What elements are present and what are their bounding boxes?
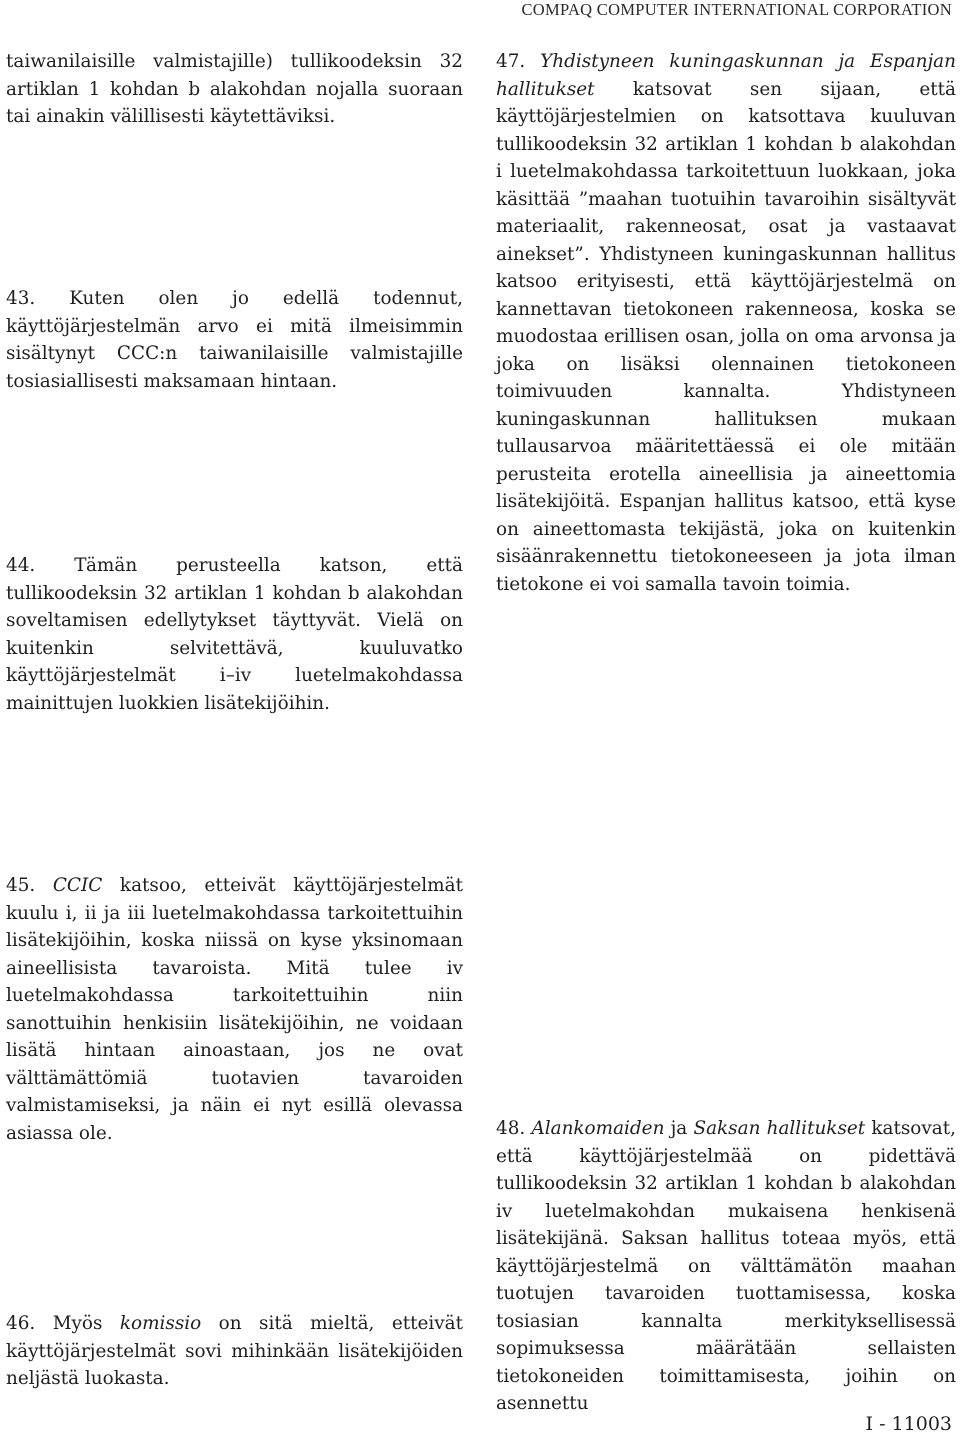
paragraph-45 [6,872,463,1147]
paragraph-text: Tämän perusteella katson, että tullikoodeksin 32 artiklan 1 kohdan b alakohdan soveltamisen edellytykset täyttyvät. Vielä on kuitenkin selvitettävä, kuuluvatko käyttöjärjestelmät i–iv luetelmakohdassa mainittujen luokkien lisätekijöihin. [6,555,463,714]
paragraph-number: 44. [6,555,36,576]
party-name: CCIC [52,875,103,896]
party-name-a: Alankomaiden [531,1118,665,1139]
paragraph-44 [6,552,463,717]
running-header: COMPAQ COMPUTER INTERNATIONAL CORPORATION [521,0,952,19]
paragraph-number: 43. [6,288,36,309]
paragraph-48 [496,1115,956,1418]
paragraph-number: 48. [496,1118,526,1139]
paragraph-47 [496,48,956,598]
party-name: Yhdistyneen kuningaskunnan ja Espanjan hallitukset [496,51,956,100]
paragraph-text: katsovat, että käyttöjärjestelmää on pidettävä tullikoodeksin 32 artiklan 1 kohdan b alakohdan iv luetelmakohdan mukaisena henkisenä lisätekijänä. Saksan hallitus toteaa myös, että käyttöjärjestelmä on välttämätön maahan tuotujen tavaroiden tuottamisessa, koska tosiasian kannalta merkityksellisessä sopimuksessa määrätään sellaisten tietokoneiden toimittamisesta, joihin on asennettu [496,1118,956,1414]
paragraph-number: 45. [6,875,36,896]
party-name: komissio [119,1313,202,1334]
paragraph-46 [6,1310,463,1393]
paragraph-text: katsovat sen sijaan, että käyttöjärjestelmien on katsottava kuuluvan tullikoodeksin 32 artiklan 1 kohdan b alakohdan i luetelmakohdassa tarkoitettuun luokkaan, joka käsittää ”maahan tuotuihin tavaroihin sisältyvät materiaalit, rakenneosat, osat ja vastaavat ainekset”. Yhdistyneen kuningaskunnan hallitus katsoo erityisesti, että käyttöjärjestelmä on kannettavan tietokoneen rakenneosa, koska se muodostaa erillisen osan, jolla on oma arvonsa ja joka on lisäksi olennainen tietokoneen toimivuuden kannalta. Yhdistyneen kuningaskunnan hallituksen mukaan tullausarvoa määritettäessä ei ole mitään perusteita erotella aineellisia ja aineettomia lisätekijöitä. Espanjan hallitus katsoo, että kyse on aineettomasta tekijästä, joka on kuitenkin sisäänrakennettu tietokoneeseen ja jota ilman tietokone ei voi samalla tavoin toimia. [496,78,956,595]
paragraph-number: 47. [496,51,526,72]
paragraph-text-before: Myös [52,1313,103,1334]
paragraph-text-after: on sitä mieltä, etteivät käyttöjärjestelmät sovi mihinkään lisätekijöiden neljästä luokasta. [6,1313,463,1389]
paragraph-text: Kuten olen jo edellä todennut, käyttöjärjestelmän arvo ei mitä ilmeisimmin sisältynyt CCC:n taiwanilaisille valmistajille tosiasiallisesti maksamaan hintaan. [6,288,463,392]
paragraph-43 [6,285,463,395]
conjunction: ja [670,1118,688,1139]
party-name-b: Saksan hallitukset [693,1118,866,1139]
paragraph-text: katsoo, etteivät käyttöjärjestelmät kuulu i, ii ja iii luetelmakohdassa tarkoitettuihin lisätekijöihin, koska niissä on kyse yksinomaan aineellisista tavaroista. Mitä tulee iv luetelmakohdassa tarkoitettuihin niin sanottuihin henkisiin lisätekijöihin, ne voidaan lisätä hintaan ainoastaan, jos ne ovat välttämättömiä tuotavien tavaroiden valmistamiseksi, ja näin ei nyt esillä olevassa asiassa ole. [6,875,463,1144]
paragraph-continuation: taiwanilaisille valmistajille) tullikoodeksin 32 artiklan 1 kohdan b alakohdan nojalla suoraan tai ainakin välillisesti käytettäviksi. [6,51,463,127]
paragraph-number: 46. [6,1313,36,1334]
page-number: I - 11003 [865,1413,952,1435]
